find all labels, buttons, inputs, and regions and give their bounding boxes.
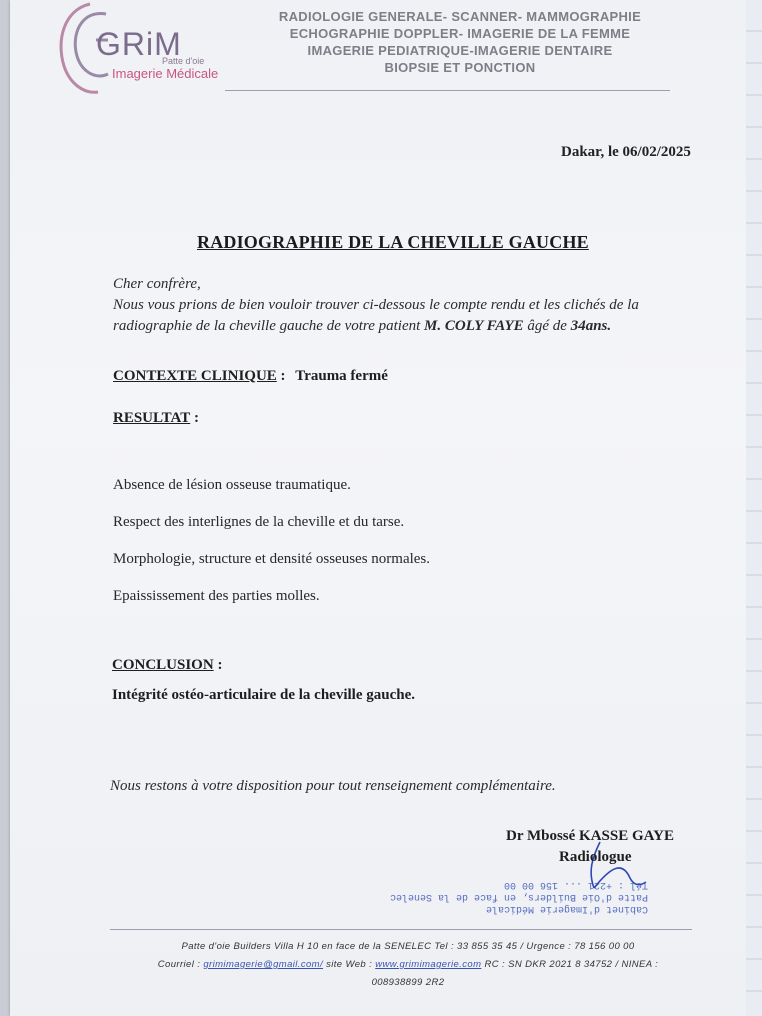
intro-body [113, 295, 713, 337]
intro-text: Nous vous prions de bien vouloir trouver ci-dessous le compte rendu et les clichés de la radiographie de la cheville gauche de votre patient [113, 297, 639, 334]
conclusion-heading [112, 657, 222, 674]
clinical-context-colon: : [276, 368, 286, 384]
result-label: RESULTAT [113, 410, 191, 426]
intro-paragraph [113, 274, 713, 337]
services-header [240, 8, 680, 76]
footer-registry: RC : SN DKR 2021 8 34752 / NINEA : [484, 959, 659, 970]
services-line: BIOPSIE ET PONCTION [384, 60, 536, 75]
footer-mail-prefix: Courriel : [157, 959, 201, 970]
footer-divider [110, 929, 692, 930]
document-date: Dakar, le 06/02/2025 [561, 144, 691, 160]
clinical-context [113, 368, 388, 385]
services-line: RADIOLOGIE GENERALE- SCANNER- MAMMOGRAPHIE [278, 9, 642, 24]
age-prefix: âgé de [527, 318, 567, 334]
document-footer [128, 938, 688, 992]
underlying-notebook-page [746, 0, 762, 1016]
salutation: Cher confrère, [113, 276, 201, 292]
finding-item: Morphologie, structure et densité osseuses normales. [113, 551, 431, 567]
footer-ninea: 008938899 2R2 [371, 977, 445, 988]
stamp-line: Tél : +221 ... 156 00 00 [503, 879, 648, 890]
logo-tagline: Imagerie Médicale [112, 66, 219, 81]
logo-sub-brand: Patte d'oie [162, 56, 205, 66]
finding-item: Respect des interlignes de la cheville et du tarse. [113, 514, 405, 530]
doctor-role: Radiologue [559, 849, 632, 865]
patient-age: 34ans. [570, 318, 612, 334]
footer-contact-line [128, 956, 688, 974]
header-divider [225, 90, 670, 91]
clinic-logo [50, 0, 220, 100]
doctor-name: Dr Mbossé KASSE GAYE [506, 828, 674, 844]
conclusion-label: CONCLUSION [112, 657, 214, 673]
logo-brand-text: GRiM [96, 26, 182, 62]
finding-item: Absence de lésion osseuse traumatique. [113, 477, 351, 493]
result-heading [113, 410, 199, 427]
footer-address: Patte d'oie Builders Villa H 10 en face de la SENELEC Tel : 33 855 35 45 / Urgence : 78 156 00 00 [181, 941, 635, 952]
signature-scribble-icon [570, 838, 650, 898]
report-title: RADIOGRAPHIE DE LA CHEVILLE GAUCHE [197, 232, 589, 252]
services-line: IMAGERIE PEDIATRIQUE-IMAGERIE DENTAIRE [307, 43, 613, 58]
closing-remark: Nous restons à votre disposition pour tout renseignement complémentaire. [110, 778, 556, 794]
stamp-line: Patte d'Oie Builders, en face de la Senelec [389, 891, 648, 902]
conclusion-colon: : [213, 657, 223, 673]
stamp-line: Cabinet d'Imagerie Médicale [485, 903, 648, 914]
clinical-context-label: CONTEXTE CLINIQUE [113, 368, 277, 384]
conclusion-value: Intégrité ostéo-articulaire de la cheville gauche. [112, 687, 415, 703]
website-link[interactable]: www.grimimagerie.com [375, 959, 482, 970]
services-line: ECHOGRAPHIE DOPPLER- IMAGERIE DE LA FEMME [289, 26, 631, 41]
email-link[interactable]: grimimagerie@gmail.com/ [203, 959, 324, 970]
patient-name: M. COLY FAYE [424, 318, 524, 334]
finding-item: Epaississement des parties molles. [113, 588, 320, 604]
footer-web-prefix: site Web : [326, 959, 373, 970]
clinical-context-value: Trauma fermé [295, 368, 388, 384]
result-colon: : [190, 410, 200, 426]
document-page [10, 0, 748, 1016]
